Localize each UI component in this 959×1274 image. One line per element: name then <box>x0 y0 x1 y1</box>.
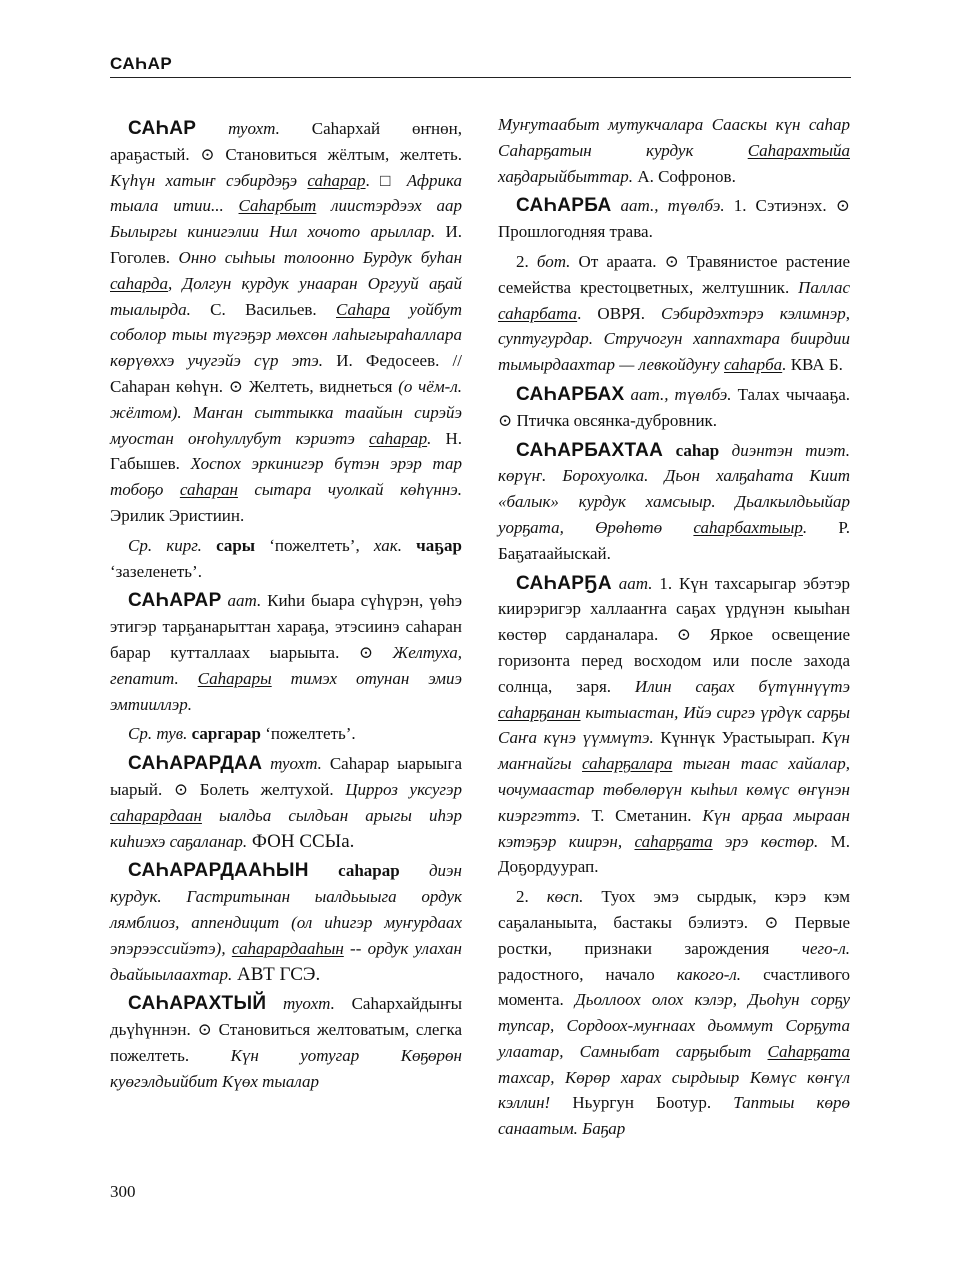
source: Ньургун Боотур. <box>550 1093 734 1113</box>
quote: тимэх отунан эмиэ эмтииллэр. <box>110 668 462 714</box>
quote: тахсар, Көрөр харах сырдыыр Көмүс көҥүл кэллин! <box>498 1067 850 1113</box>
quote: Сэбирдэхтэрэ кэлимнэр, суптугурдар. Стручогун хаппахтара биирдии тымырдаахтар — левкойдуҥу <box>498 303 850 375</box>
running-head: САҺАР <box>110 54 851 78</box>
example-word: саһарба <box>724 355 783 375</box>
example-word: Саһарары <box>197 668 272 688</box>
quote: эрэ көстөр. <box>712 831 819 851</box>
quote: Африка тыала итии... <box>110 170 462 216</box>
example-word: саһарардааһын <box>231 938 344 958</box>
quote: Цирроз уксугэр <box>345 779 463 799</box>
domain-label: көсп. <box>546 887 584 907</box>
quote: Паллас <box>798 277 850 297</box>
quote: Муҥутаабыт мутукчалара Сааскы күн саһар Саһарҕатын курдук <box>498 115 850 160</box>
gloss: ‘пожелтеть’, <box>255 535 374 555</box>
gloss: ‘зазеленеть’. <box>110 561 202 581</box>
example-word: Саһарбыт <box>238 196 317 216</box>
source: Күннүк Урастыырап. <box>653 728 822 748</box>
headword: САҺАРАРДААҺЫН <box>128 860 309 882</box>
source: И. Гоголев. <box>110 222 463 267</box>
definition: От араата. ⊙ Травянистое растение семейства крестоцветных, желтушник. <box>498 251 850 297</box>
example-word: саһарҕата <box>634 831 713 851</box>
etymology-note <box>110 533 462 585</box>
source: Эрилик Эристиин. <box>110 505 245 525</box>
text: . <box>802 517 808 537</box>
definition: Саһархай өҥнөн, араҕастый. ⊙ Становиться жёлтым, желтеть. <box>110 119 462 164</box>
pos-label: аат. <box>221 591 262 611</box>
text: . □ <box>365 170 407 190</box>
example-word: саһарбата <box>498 303 578 323</box>
quote: Таптыы көрө санаатым. Баҕар <box>498 1093 850 1139</box>
entry-saharbahtaa <box>498 438 850 567</box>
definition: Туох эмэ сырдык, кэрэ кэм саҕаланыыта, бастакы бэлиэтэ. ⊙ Первые ростки, признаки зарождения <box>498 887 851 958</box>
pos-label: туохт. <box>266 994 335 1014</box>
definition: 1. Сэтиэнэх. ⊙ Прошлогодняя трава. <box>498 196 851 242</box>
example-word: саһарҕанан <box>498 702 581 722</box>
source: М. Доҕордуурап. <box>498 831 851 877</box>
domain-label: бот. <box>536 251 571 271</box>
quote: -- ордук улахан дьайыылаахтар. <box>110 938 462 984</box>
quote: курдук. Гастритынан ыалдьыыга ордук лямблиоз, аппендицит (ол иһигэр муҥурдаах эпэрээссийэтэ), <box>110 887 462 958</box>
entry-saharba <box>498 193 850 245</box>
quote: Желтуха, гепатит. <box>110 642 462 688</box>
quote: лиистэрдээх аар Былыргы кинигэлии Нил хочото арыллар. <box>110 196 462 242</box>
entry-continuation <box>498 112 850 189</box>
definition: Талах чычааҕа. ⊙ Птичка овсянка-дубровник. <box>498 384 850 430</box>
example-word: саһарар <box>368 428 428 448</box>
example-word: саһарҕалара <box>582 754 673 774</box>
headword: САҺАРАРДАА <box>128 753 263 775</box>
pos-label: туохт. <box>196 119 280 138</box>
entry-saharga-sense-2 <box>498 884 850 1142</box>
quote: Илин саҕах бүтүннүүтэ <box>634 676 850 696</box>
source: . ОВРЯ. <box>577 303 662 323</box>
definition: счастливого момента. <box>498 964 850 1010</box>
source: АВТ ГСЭ. <box>232 963 321 985</box>
quote: ыалдьа сылдьан арыгы иһэр киһиэхэ саҕаланар. <box>110 805 462 851</box>
source: Р. Баҕатаайыскай. <box>498 517 850 563</box>
ref-word: саһарар <box>308 861 400 881</box>
entry-saharbah <box>498 382 850 434</box>
entry-saharahtyi <box>110 991 462 1094</box>
entry-saharba-sense-2 <box>498 249 850 378</box>
example-word: Саһара <box>336 299 390 319</box>
quote: Күһүн хатыҥ сэбирдэҕэ <box>110 170 308 190</box>
compare-label: Ср. кирг. <box>128 535 217 555</box>
source: Т. Сметанин. <box>580 805 703 825</box>
example-word: Саһарахтыйа <box>747 140 850 160</box>
quote: Хоспох эркинигэр бүтэн эрэр тар тобоҕо <box>110 454 463 500</box>
example-word: саһарар <box>307 170 366 190</box>
cognate-word: чаҕар <box>416 535 462 555</box>
headword: САҺАРАХТЫЙ <box>128 993 267 1015</box>
quote: уойбут соболор тыы түгэҕэр мөхсөн лаһыгыраһаллара көрүөххэ учугэйэ сүр этэ. <box>110 299 462 371</box>
right-column <box>498 112 850 1142</box>
quote: Дьоллоох олох кэлэр, Дьоһун сорҕу тупсар, Сордоох-муҥнаах дьоммут Сорҕута улаатар, Самныбат сарҕыбыт <box>498 990 850 1061</box>
etymology-note <box>110 721 462 747</box>
quote: сытара чуолкай көһүннэ. <box>237 480 463 500</box>
text: . <box>782 355 787 375</box>
definition: радостного, начало <box>498 964 677 984</box>
definition: Саһархайдыҥы дьүһүннэн. ⊙ Становиться желтоватым, слегка пожелтеть. <box>110 994 462 1065</box>
source: КВА Б. <box>786 355 843 375</box>
pos-label: туохт. <box>262 754 322 774</box>
cognate-word: сары <box>216 535 256 555</box>
ref-word: саһар <box>663 440 720 460</box>
pos-label: аат., түөлбэ. <box>611 196 725 216</box>
headword: САҺАРБАХТАА <box>516 439 664 461</box>
pos-label: аат., түөлбэ. <box>624 384 732 404</box>
entry-saharga <box>498 571 850 881</box>
quote: тыган таас хайалар, чочумаастар төбөлөрүн кыһыл көмүс өҥүнэн киэргэттэ. <box>498 754 850 825</box>
source: И. Федосеев. // Саһаран көһүн. ⊙ Желтеть, виднеться <box>110 351 462 396</box>
example-word: саһарардаан <box>110 805 202 825</box>
headword: САҺАРБА <box>516 195 612 217</box>
quote: Онно сыһыы толоонно Бурдук буһан <box>178 247 462 267</box>
example-word: саһаран <box>179 480 238 500</box>
example-word: саһарбахтыыр <box>693 517 803 537</box>
example-word: саһарда <box>110 273 168 293</box>
entry-sahardaa <box>110 751 462 854</box>
definition: 1. Күн тахсарыгар эбэтэр киирэригэр халлааҥҥа саҕах үрдүнэн кыыһан көстөр сарданалара. ⊙ Яркое освещение горизонта перед восходом или после захода солнца, заря. <box>498 573 850 696</box>
headword: САҺАРАР <box>128 590 222 612</box>
source: А. Софронов. <box>633 166 736 186</box>
quote: Маҥан сыттыкка таайын сирэйэ муостан оҥоһуллубут кэриэтэ <box>110 402 462 448</box>
quote: Борохуолка. Дьон халҕаһата Киит «балык» курдук хамсыыр. Дьалкылдьыйар уорҕата, Өрөһөтө <box>498 466 850 537</box>
quote: Күн маҥнайгы <box>498 728 850 774</box>
gloss: (о чём-л. жёлтом). <box>110 376 462 422</box>
pos-label: диэн <box>399 861 462 881</box>
source: Н. Габышев. <box>110 428 462 474</box>
gloss: чего-л. <box>801 938 850 958</box>
sense-number: 2. <box>516 251 537 271</box>
pos-label: аат. <box>611 573 653 593</box>
entry-saharar <box>110 588 462 717</box>
quote: Күн уотугар Көҕөрөн куөгэлдьийбит Күөх тыалар <box>110 1045 462 1091</box>
example-word: Саһарҕата <box>767 1041 850 1061</box>
definition: Киһи быара сүһүрэн, үөһэ этигэр тарҕанарыттан хараҕа, этэсиинэ саһаран барар кутталлаах ыарыыта. ⊙ <box>110 591 462 662</box>
language-label: хак. <box>373 535 417 555</box>
headword: САҺАР <box>128 118 197 139</box>
quote: , Долгун курдук унааран Оргууй аҕай тыалырда. <box>110 273 462 319</box>
left-column <box>110 112 462 1094</box>
headword: САҺАРҔА <box>516 572 612 594</box>
headword: САҺАРБАХ <box>516 383 625 405</box>
quote: кытыастан, Ийэ сиргэ үрдүк сарҕы Саҥа күнэ үүммүтэ. <box>498 702 850 748</box>
pos-label: диэнтэн тиэт. көрүҥ. <box>498 440 850 486</box>
quote: хаҕдарыйбыттар. <box>498 166 634 186</box>
compare-label: Ср. тув. <box>128 724 192 744</box>
gloss: какого-л. <box>676 964 742 984</box>
page-number: 300 <box>110 1182 136 1201</box>
quote: Күн арҕаа мыраан кэтэҕэр киирэн, <box>498 805 850 851</box>
cognate-word: саргарар <box>191 724 261 744</box>
definition: Саһарар ыарыыга ыарый. ⊙ Болеть желтухой. <box>110 754 462 799</box>
source: С. Васильев. <box>190 299 336 319</box>
text: . <box>427 428 432 448</box>
source: ФОН ССЫа. <box>247 830 355 852</box>
gloss: ‘пожелтеть’. <box>260 724 356 744</box>
sense-number: 2. <box>516 887 547 907</box>
entry-sahar <box>110 116 462 529</box>
entry-sahardaahyn <box>110 858 462 987</box>
